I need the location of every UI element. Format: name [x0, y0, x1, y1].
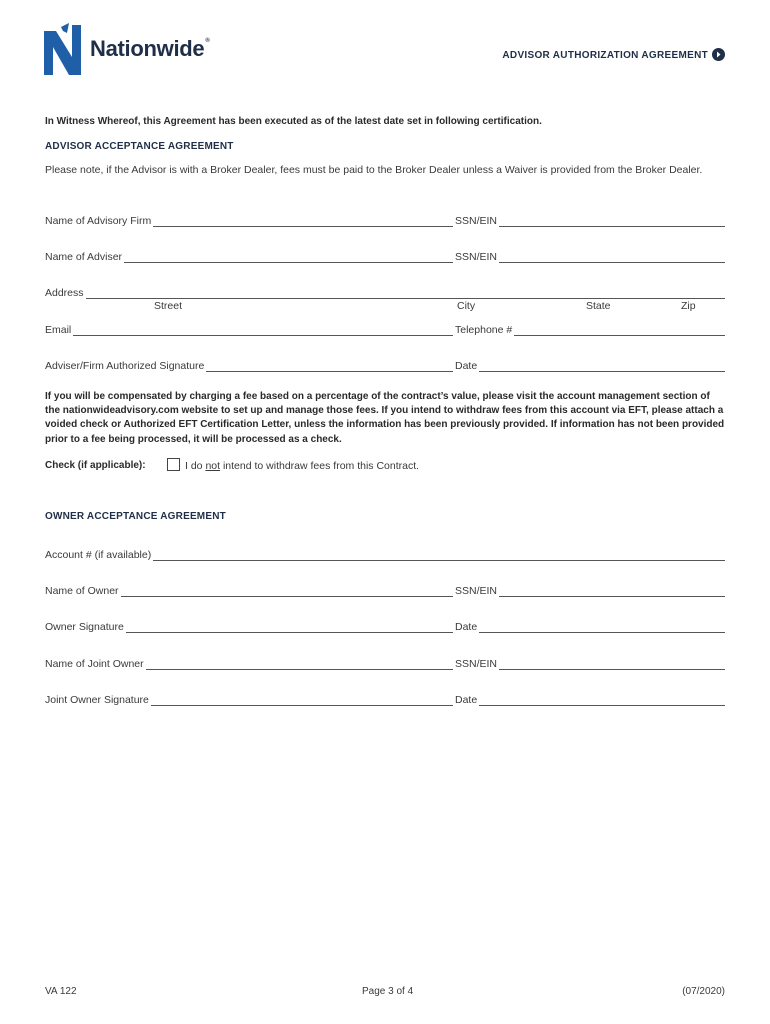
- adviser-ssn-field[interactable]: [455, 249, 725, 263]
- adviser-date-field[interactable]: [455, 358, 725, 372]
- owner-date-label: Date: [455, 621, 478, 633]
- owner-signature-field[interactable]: [45, 619, 453, 633]
- street-sublabel: Street: [154, 300, 183, 312]
- joint-owner-ssn-field[interactable]: [455, 656, 725, 670]
- joint-owner-ssn-label: SSN/EIN: [455, 658, 498, 670]
- adviser-date-label: Date: [455, 360, 478, 372]
- broker-dealer-note: Please note, if the Advisor is with a Broker Dealer, fees must be paid to the Broker Dealer unless a Waiver is provided from the Broker Dealer.: [45, 164, 703, 176]
- intro-statement: In Witness Whereof, this Agreement has been executed as of the latest date set in following certification.: [45, 116, 542, 127]
- firm-ssn-field[interactable]: [455, 213, 725, 227]
- adviser-name-field[interactable]: [45, 249, 453, 263]
- no-withdraw-statement: I do not intend to withdraw fees from this Contract.: [185, 460, 420, 472]
- page-number: Page 3 of 4: [362, 986, 414, 997]
- joint-owner-date-label: Date: [455, 694, 478, 706]
- chevron-right-circle-icon: [712, 48, 725, 61]
- joint-owner-date-field[interactable]: [455, 692, 725, 706]
- owner-signature-label: Owner Signature: [45, 621, 124, 633]
- adviser-name-label: Name of Adviser: [45, 251, 123, 263]
- joint-owner-name-label: Name of Joint Owner: [45, 658, 144, 670]
- joint-owner-signature-field[interactable]: [45, 692, 453, 706]
- adviser-signature-field[interactable]: [45, 358, 453, 372]
- owner-ssn-label: SSN/EIN: [455, 585, 498, 597]
- fee-instructions: If you will be compensated by charging a fee based on a percentage of the contract’s value, please visit the account management section of the nationwideadvisory.com website to set up and manage those fees. If you intend to withdraw fees from this account via EFT, please attach a voided check or Authorized EFT Certification Letter, unless the information has been previously provided. If information has not been provided prior to a fee being processed, it will be processed as a check.: [45, 391, 725, 445]
- adviser-signature-label: Adviser/Firm Authorized Signature: [45, 360, 205, 372]
- adviser-ssn-label: SSN/EIN: [455, 251, 498, 263]
- form-id: VA 122: [45, 986, 77, 997]
- account-number-field[interactable]: [45, 547, 725, 561]
- account-number-label: Account # (if available): [45, 549, 152, 561]
- advisor-section-heading: ADVISOR ACCEPTANCE AGREEMENT: [45, 141, 234, 152]
- telephone-label: Telephone #: [455, 324, 513, 336]
- address-field[interactable]: [45, 285, 725, 299]
- zip-sublabel: Zip: [681, 300, 696, 312]
- owner-name-label: Name of Owner: [45, 585, 119, 597]
- owner-date-field[interactable]: [455, 619, 725, 633]
- owner-section-heading: OWNER ACCEPTANCE AGREEMENT: [45, 511, 226, 522]
- telephone-field[interactable]: [455, 322, 725, 336]
- brand-name: Nationwide®: [90, 36, 210, 61]
- form-date: (07/2020): [682, 986, 725, 997]
- advisory-firm-label: Name of Advisory Firm: [45, 215, 152, 227]
- page-title: ADVISOR AUTHORIZATION AGREEMENT: [502, 50, 708, 61]
- joint-owner-name-field[interactable]: [45, 656, 453, 670]
- email-field[interactable]: [45, 322, 453, 336]
- advisory-firm-field[interactable]: [45, 213, 453, 227]
- owner-name-field[interactable]: [45, 583, 453, 597]
- owner-ssn-field[interactable]: [455, 583, 725, 597]
- email-label: Email: [45, 324, 72, 336]
- no-withdraw-checkbox[interactable]: [167, 458, 180, 471]
- city-sublabel: City: [457, 300, 476, 312]
- check-label: Check (if applicable):: [45, 460, 146, 471]
- firm-ssn-label: SSN/EIN: [455, 215, 498, 227]
- joint-owner-signature-label: Joint Owner Signature: [45, 694, 149, 706]
- address-label: Address: [45, 287, 84, 299]
- state-sublabel: State: [586, 300, 611, 312]
